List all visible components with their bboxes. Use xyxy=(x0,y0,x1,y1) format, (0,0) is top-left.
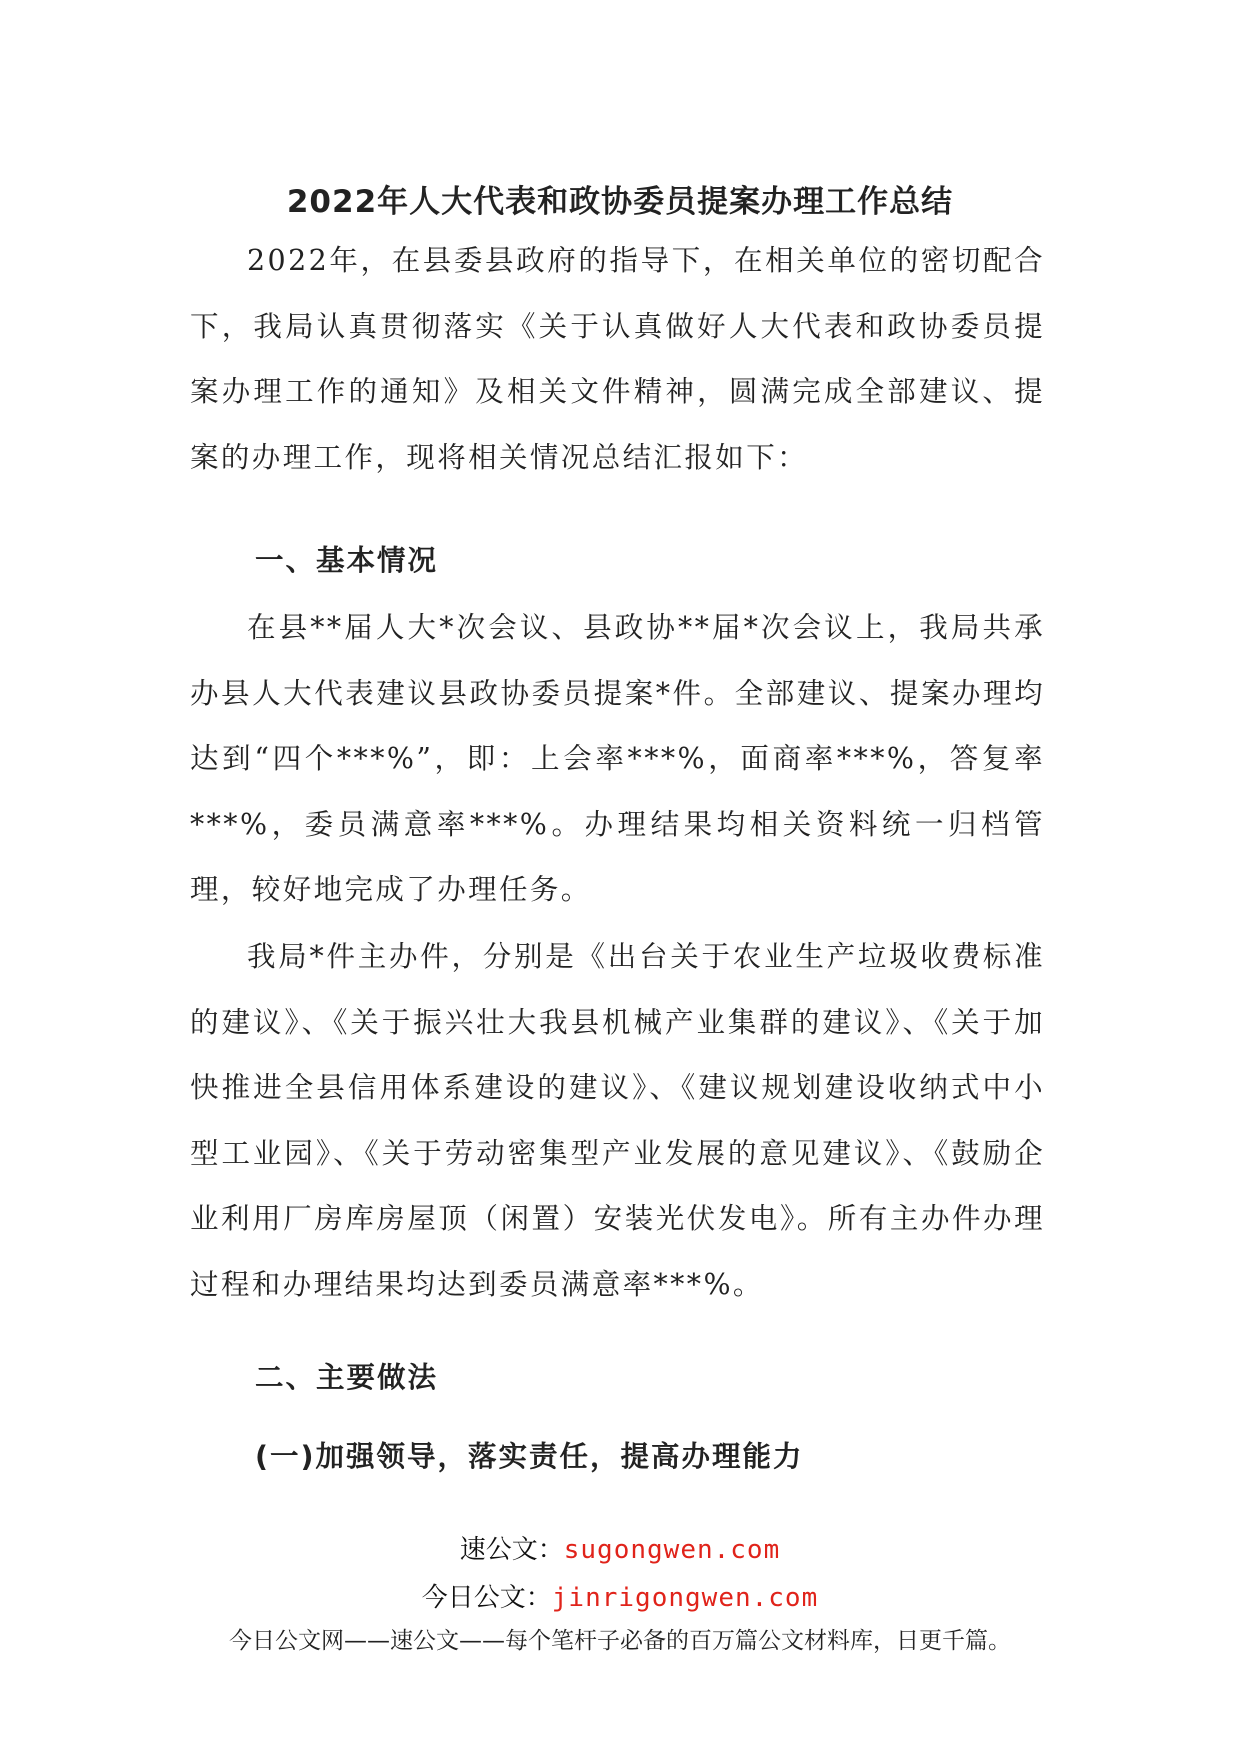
paragraph-intro: 2022年，在县委县政府的指导下，在相关单位的密切配合下，我局认真贯彻落实《关于认真做好人大代表和政协委员提案办理工作的通知》及相关文件精神，圆满完成全部建议、提案的办理工作，现将相关情况总结汇报如下： xyxy=(190,244,1045,474)
paragraph-main-items: 我局*件主办件，分别是《出台关于农业生产垃圾收费标准的建议》、《关于振兴壮大我县机械产业集群的建议》、《关于加快推进全县信用体系建设的建议》、《建议规划建设收纳式中小型工业园》、《关于劳动密集型产业发展的意见建议》、《鼓励企业利用厂房库房屋顶（闲置）安装光伏发电》。所有主办件办理过程和办理结果均达到委员满意率***%。 xyxy=(190,940,1045,1301)
footer-link-sugongwen[interactable]: sugongwen.com xyxy=(563,1535,781,1565)
document-title: 2022年人大代表和政协委员提案办理工作总结 xyxy=(286,184,954,220)
section-heading-basic: 一、基本情况 xyxy=(255,544,439,577)
section-heading-methods: 二、主要做法 xyxy=(255,1361,439,1394)
footer-line-jinrigongwen xyxy=(0,1577,1240,1614)
footer-label-jinrigongwen: 今日公文： xyxy=(421,1583,552,1613)
subsection-heading-leadership: (一)加强领导，落实责任，提高办理能力 xyxy=(255,1440,804,1473)
paragraph-basic-situation: 在县**届人大*次会议、县政协**届*次会议上，我局共承办县人大代表建议县政协委员提案*件。全部建议、提案办理均达到“四个***%”，即：上会率***%，面商率***%，答复率***%，委员满意率***%。办理结果均相关资料统一归档管理，较好地完成了办理任务。 xyxy=(190,611,1045,906)
footer-link-jinrigongwen[interactable]: jinrigongwen.com xyxy=(551,1583,819,1613)
footer-label-sugongwen: 速公文： xyxy=(459,1535,564,1565)
footer-slogan: 今日公文网——速公文——每个笔杆子必备的百万篇公文材料库，日更千篇。 xyxy=(229,1628,1011,1654)
footer-line-sugongwen xyxy=(0,1529,1240,1566)
